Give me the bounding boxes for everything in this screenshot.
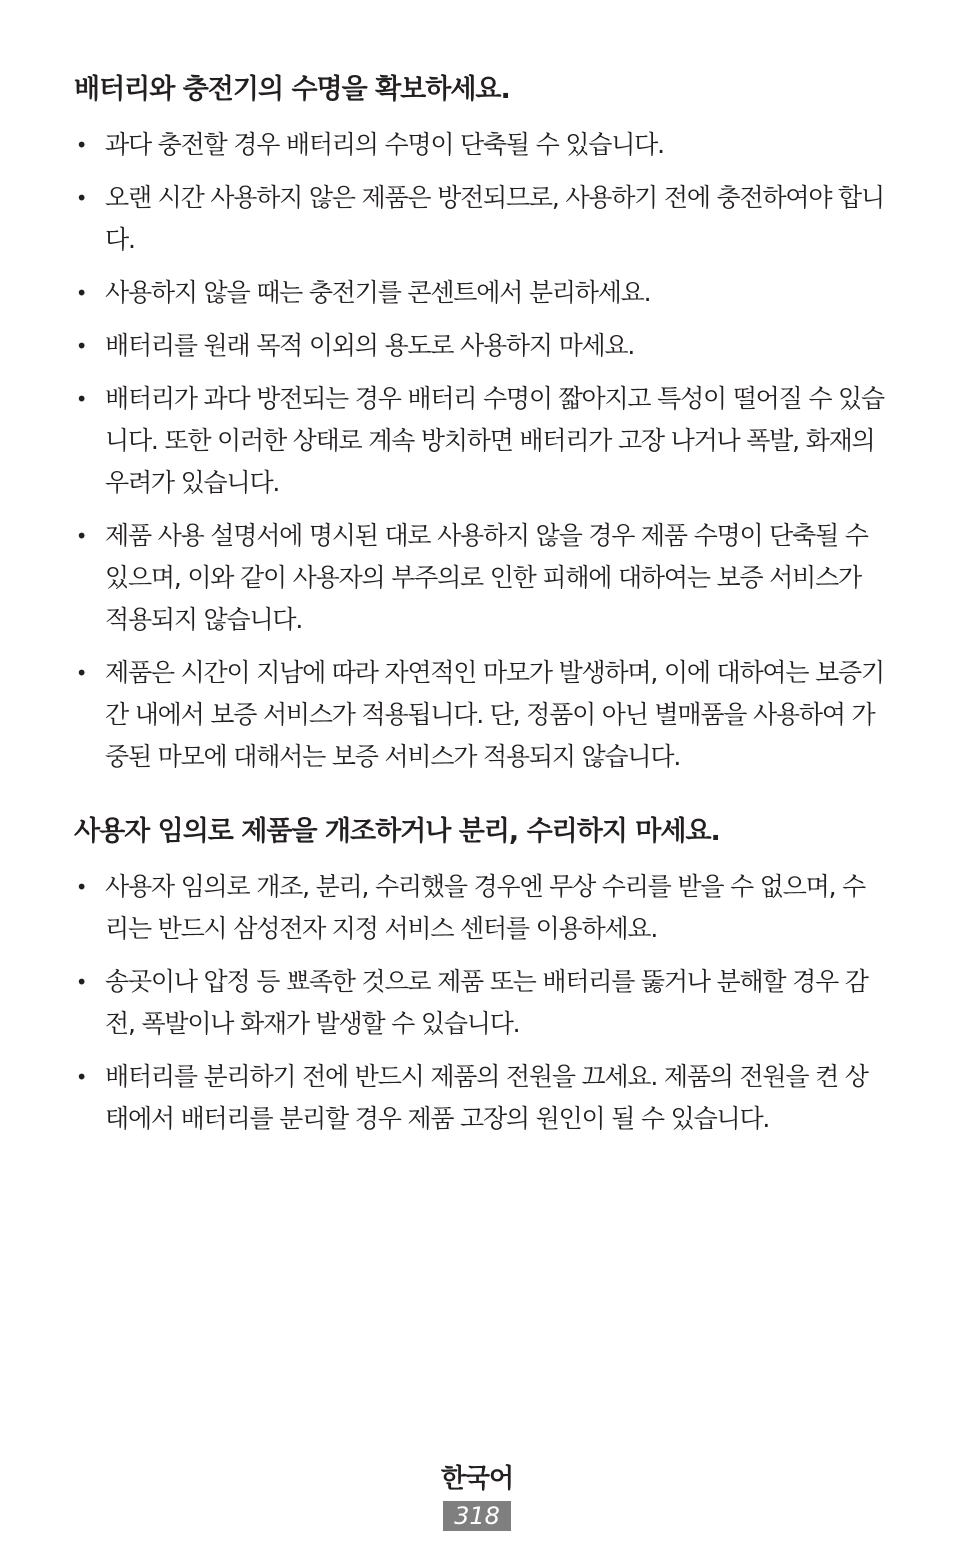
bullet-icon: • — [75, 1065, 87, 1089]
page-footer — [0, 1461, 954, 1531]
bullet-icon: • — [75, 281, 87, 305]
list-item — [74, 961, 884, 1045]
bullet-icon: • — [75, 334, 87, 358]
list-item-text: 제품은 시간이 지남에 따라 자연적인 마모가 발생하며, 이에 대하여는 보증기간 내에서 보증 서비스가 적용됩니다. 단, 정품이 아닌 별매품을 사용하여 가중된 마모에 대해서는 보증 서비스가 적용되지 않습니다. — [105, 658, 884, 771]
bullet-list-battery — [74, 124, 884, 778]
list-item-text: 제품 사용 설명서에 명시된 대로 사용하지 않을 경우 제품 수명이 단축될 수 있으며, 이와 같이 사용자의 부주의로 인한 피해에 대하여는 보증 서비스가 적용되지 않습니다. — [105, 521, 868, 634]
list-item — [74, 124, 884, 166]
section-title-modification: 사용자 임의로 제품을 개조하거나 분리, 수리하지 마세요. — [74, 816, 720, 847]
list-item-text: 사용하지 않을 때는 충전기를 콘센트에서 분리하세요. — [105, 278, 651, 307]
bullet-icon: • — [75, 970, 87, 994]
list-item-text: 사용자 임의로 개조, 분리, 수리했을 경우엔 무상 수리를 받을 수 없으며, 수리는 반드시 삼성전자 지정 서비스 센터를 이용하세요. — [105, 872, 866, 943]
document-body — [74, 70, 884, 1151]
list-item — [74, 177, 884, 261]
list-item-text: 과다 충전할 경우 배터리의 수명이 단축될 수 있습니다. — [105, 130, 664, 159]
bullet-icon: • — [75, 133, 87, 157]
section-title-battery: 배터리와 충전기의 수명을 확보하세요. — [74, 74, 510, 105]
bullet-icon: • — [75, 186, 87, 210]
footer-language-label: 한국어 — [440, 1464, 514, 1494]
list-item-text: 배터리를 원래 목적 이외의 용도로 사용하지 마세요. — [105, 331, 635, 360]
bullet-icon: • — [75, 661, 87, 685]
bullet-icon: • — [75, 524, 87, 548]
bullet-list-modification — [74, 866, 884, 1140]
page-number: 318 — [443, 1501, 511, 1531]
list-item — [74, 1056, 884, 1140]
list-item-text: 배터리를 분리하기 전에 반드시 제품의 전원을 끄세요. 제품의 전원을 켠 상태에서 배터리를 분리할 경우 제품 고장의 원인이 될 수 있습니다. — [105, 1062, 868, 1133]
bullet-icon: • — [75, 875, 87, 899]
list-item-text: 오랜 시간 사용하지 않은 제품은 방전되므로, 사용하기 전에 충전하여야 합니다. — [105, 183, 884, 254]
bullet-icon: • — [75, 387, 87, 411]
list-item — [74, 325, 884, 367]
list-item — [74, 272, 884, 314]
list-item-text: 송곳이나 압정 등 뾰족한 것으로 제품 또는 배터리를 뚫거나 분해할 경우 감전, 폭발이나 화재가 발생할 수 있습니다. — [105, 967, 868, 1038]
list-item — [74, 652, 884, 778]
list-item — [74, 866, 884, 950]
list-item — [74, 515, 884, 641]
list-item — [74, 378, 884, 504]
list-item-text: 배터리가 과다 방전되는 경우 배터리 수명이 짧아지고 특성이 떨어질 수 있습니다. 또한 이러한 상태로 계속 방치하면 배터리가 고장 나거나 폭발, 화재의 우려가 있습니다. — [105, 384, 884, 497]
